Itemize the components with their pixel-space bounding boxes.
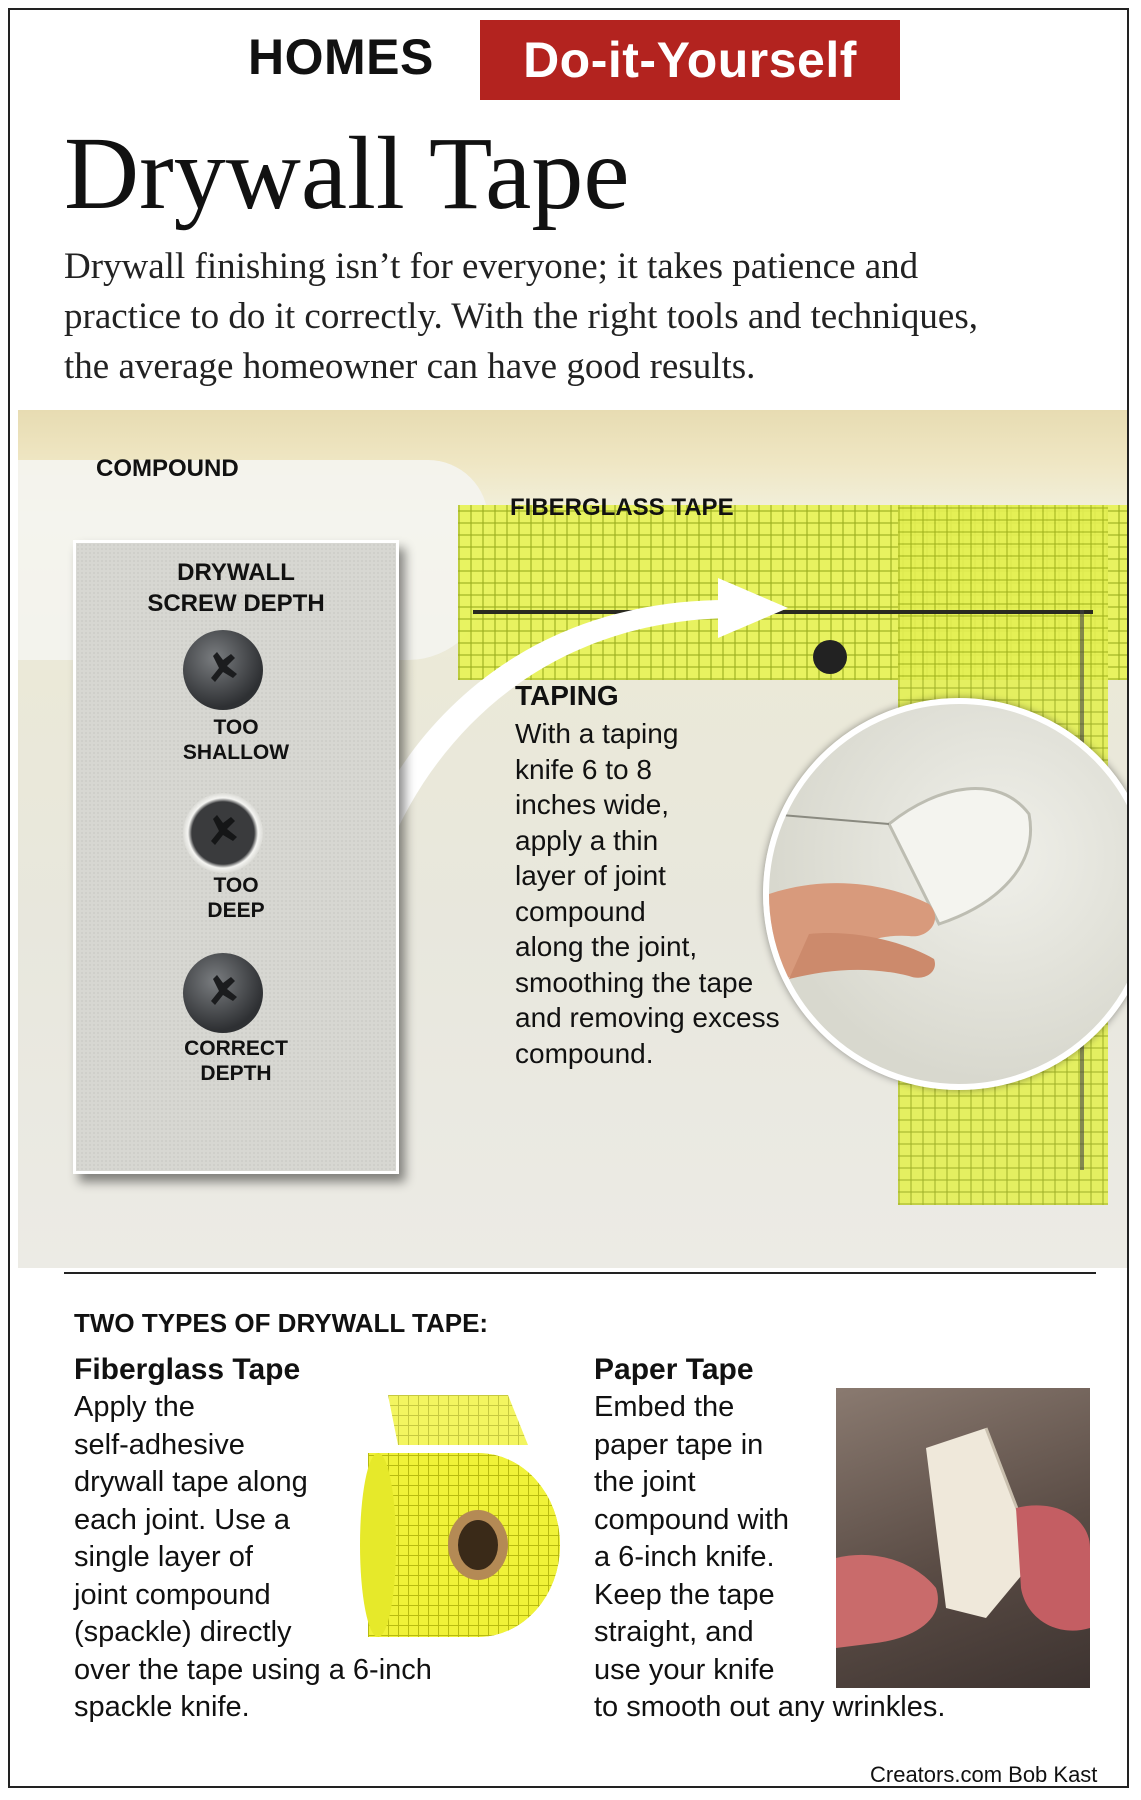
credit-line: Creators.com Bob Kast bbox=[870, 1762, 1098, 1787]
paper-line: a 6-inch knife. bbox=[594, 1541, 775, 1573]
fiberglass-line: (spackle) directly bbox=[74, 1616, 292, 1648]
taping-line: apply a thin bbox=[515, 824, 659, 856]
fiberglass-line: spackle knife. bbox=[74, 1691, 250, 1723]
screw-label-line: DEPTH bbox=[200, 1062, 272, 1085]
fiberglass-line: drywall tape along bbox=[74, 1466, 308, 1498]
screw-title-line: DRYWALL bbox=[177, 559, 295, 586]
screw-correct-icon bbox=[183, 953, 263, 1033]
screw-label-line: TOO bbox=[213, 716, 259, 739]
page-title: Drywall Tape bbox=[64, 116, 630, 231]
fiberglass-line: each joint. Use a bbox=[74, 1503, 291, 1536]
fiberglass-heading: Fiberglass Tape bbox=[74, 1353, 301, 1386]
paper-line: use your knife bbox=[594, 1653, 775, 1686]
taping-knife-photo bbox=[763, 698, 1129, 1090]
fiberglass-line: over the tape using a 6-inch bbox=[74, 1653, 432, 1686]
taping-line: layer of joint bbox=[515, 860, 666, 891]
category-banner: Do-it-Yourself bbox=[480, 20, 900, 100]
fiberglass-line: Apply the bbox=[74, 1391, 195, 1423]
screw-title-line: SCREW DEPTH bbox=[147, 590, 325, 617]
screw-label-line: CORRECT bbox=[184, 1037, 288, 1060]
taping-heading: TAPING bbox=[515, 680, 619, 711]
intro-line: practice to do it correctly. With the right tools and techniques, bbox=[64, 296, 978, 337]
paper-line: the joint bbox=[594, 1466, 696, 1498]
taping-line: compound. bbox=[515, 1037, 654, 1069]
fiberglass-line: self-adhesive bbox=[74, 1428, 245, 1461]
taping-line: knife 6 to 8 bbox=[515, 753, 652, 785]
screw-label-line: SHALLOW bbox=[182, 741, 290, 764]
paper-tape-photo bbox=[836, 1388, 1090, 1688]
paper-line: straight, and bbox=[594, 1616, 754, 1648]
taping-line: and removing excess bbox=[515, 1002, 780, 1033]
section-divider bbox=[64, 1272, 1096, 1274]
screw-label-line: DEEP bbox=[207, 899, 265, 922]
types-heading: TWO TYPES OF DRYWALL TAPE: bbox=[74, 1308, 489, 1338]
fiberglass-line: joint compound bbox=[74, 1578, 271, 1611]
screw-label bbox=[76, 1036, 396, 1086]
intro-line: Drywall finishing isn’t for everyone; it takes patience and bbox=[64, 246, 919, 287]
infographic-frame bbox=[8, 8, 1129, 1788]
screw-label bbox=[76, 715, 396, 765]
screw-label-line: TOO bbox=[213, 874, 259, 897]
paper-line: Embed the bbox=[594, 1391, 735, 1423]
taping-line: inches wide, bbox=[515, 789, 670, 820]
taping-line: compound bbox=[515, 895, 646, 927]
intro-paragraph bbox=[64, 242, 1094, 392]
intro-line: the average homeowner can have good results. bbox=[64, 346, 756, 387]
screw-depth-panel bbox=[73, 540, 399, 1174]
paper-line: to smooth out any wrinkles. bbox=[594, 1691, 946, 1723]
taping-line: along the joint, bbox=[515, 931, 698, 962]
compound-label: COMPOUND bbox=[96, 455, 239, 482]
paper-line: compound with bbox=[594, 1503, 790, 1536]
screw-deep-icon bbox=[183, 793, 263, 873]
paper-tape-illustration bbox=[836, 1388, 1090, 1688]
screw-label bbox=[76, 873, 396, 923]
taping-text bbox=[515, 716, 815, 1071]
paper-line: Keep the tape bbox=[594, 1578, 775, 1611]
section-label: HOMES bbox=[248, 29, 434, 85]
fiberglass-tape-label: FIBERGLASS TAPE bbox=[510, 494, 734, 521]
screw-shallow-icon bbox=[183, 630, 263, 710]
paper-line: paper tape in bbox=[594, 1428, 764, 1461]
paper-heading: Paper Tape bbox=[594, 1353, 754, 1386]
hand-knife-illustration bbox=[769, 704, 1129, 1084]
fiberglass-roll-image bbox=[358, 1385, 563, 1640]
taping-line: smoothing the tape bbox=[515, 966, 754, 998]
taping-line: With a taping bbox=[515, 718, 679, 749]
fiberglass-line: single layer of bbox=[74, 1541, 253, 1573]
wall-photo bbox=[18, 410, 1129, 1268]
screw-panel-title bbox=[76, 557, 396, 619]
screw-hole bbox=[813, 640, 847, 674]
